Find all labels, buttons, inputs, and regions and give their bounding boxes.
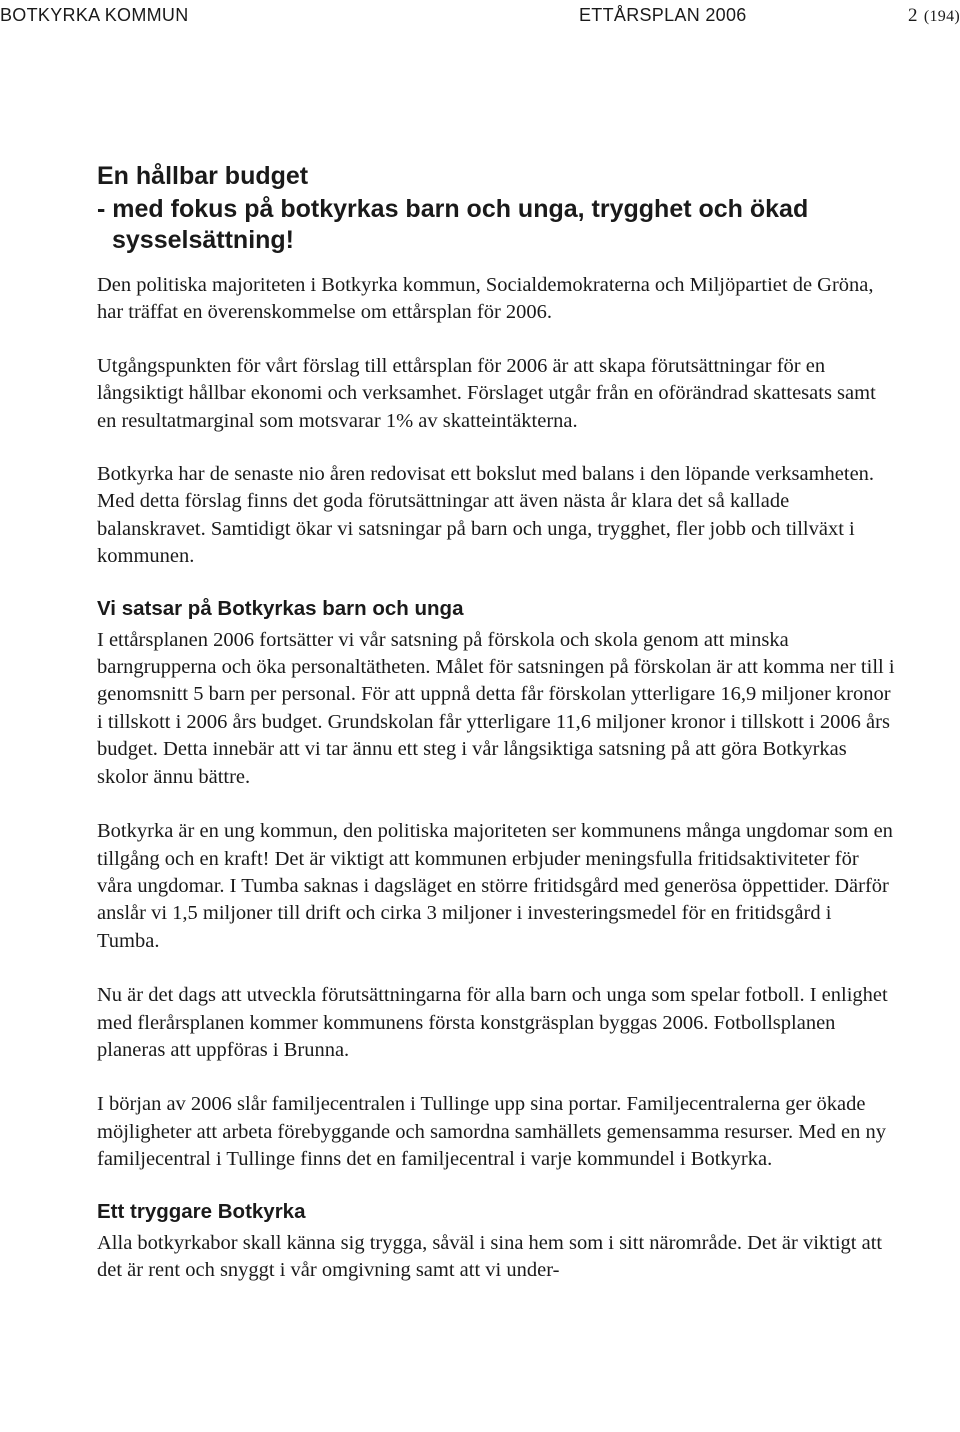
paragraph-safety: Alla botkyrkabor skall känna sig trygga, såväl i sina hem som i sitt närområde. Det är viktigt att det är rent och snyggt i vår omgivning samt att vi under- (97, 1231, 883, 1281)
section-heading-children: Vi satsar på Botkyrkas barn och unga (97, 596, 464, 620)
document-title (97, 158, 897, 256)
paragraph-balance: Botkyrka har de senaste nio åren redovisat ett bokslut med balans i den löpande verksamheten. Med detta förslag finns det goda förutsättningar att även nästa år klara det så kallade balanskravet. Samtidigt ökar vi satsningar på barn och unga, trygghet, fler jobb och tillväxt i kommunen. (97, 463, 875, 568)
paragraph-youth: Botkyrka är en ung kommun, den politiska majoriteten ser kommunens många ungdomar som en tillgång och en kraft! Det är viktigt att kommunen erbjuder meningsfulla fritidsaktiviteter för våra ungdomar. I Tumba saknas i dagsläget en större fritidsgård med generösa öppettider. Därför anslår vi 1,5 miljoner till drift och cirka 3 miljoner i investeringsmedel för en fritidsgård i Tumba. (97, 820, 893, 952)
page-total: (194) (923, 8, 960, 25)
document-body (97, 158, 897, 1284)
paragraph-family-centre: I början av 2006 slår familjecentralen i Tullinge upp sina portar. Familjecentralerna ger ökade möjligheter att arbeta förebyggande och samordna samhällets gemensamma resurser. Med en ny familjecentral i Tullinge finns det en familjecentral i varje kommundel i Botkyrka. (97, 1093, 886, 1171)
header-organization: BOTKYRKA KOMMUN (0, 5, 189, 25)
header-document-title: ETTÅRSPLAN 2006 (579, 5, 747, 25)
header-page-indicator (908, 5, 960, 27)
title-main: En hållbar budget (97, 162, 309, 190)
page-number: 2 (908, 5, 918, 26)
paragraph-football: Nu är det dags att utveckla förutsättningarna för alla barn och unga som spelar fotboll. I enlighet med flerårsplanen kommer kommunens första konstgräsplan byggas 2006. Fotbollsplanen planeras att uppföras i Brunna. (97, 984, 888, 1061)
page-header (0, 0, 960, 30)
paragraph-starting-point: Utgångspunkten för vårt förslag till ettårsplan för 2006 är att skapa förutsättningar för en långsiktigt hållbar ekonomi och verksamhet. Förslaget utgår från en oförändrad skattesats samt en resultatmarginal som motsvarar 1% av skatteintäkterna. (97, 354, 876, 432)
title-subtitle: - med fokus på botkyrkas barn och unga, trygghet och ökad sysselsättning! (97, 195, 809, 254)
paragraph-intro: Den politiska majoriteten i Botkyrka kommun, Socialdemokraterna och Miljöpartiet de Gröna, har träffat en överenskommelse om ettårsplan för 2006. (97, 274, 874, 324)
section-heading-safety: Ett tryggare Botkyrka (97, 1199, 306, 1223)
paragraph-preschool-school: I ettårsplanen 2006 fortsätter vi vår satsning på förskola och skola genom att minska barngrupperna och öka personaltätheten. Målet för satsningen på förskolan är att komma ner till i genomsnitt 5 barn per personal. För att uppnå detta får förskolan ytterligare 16,9 miljoner kronor i tillskott i 2006 års budget. Grundskolan får ytterligare 11,6 miljoner kronor i tillskott i 2006 års budget. Detta innebär att vi tar ännu ett steg i vår långsiktiga satsning på att göra Botkyrkas skolor ännu bättre. (97, 628, 895, 788)
